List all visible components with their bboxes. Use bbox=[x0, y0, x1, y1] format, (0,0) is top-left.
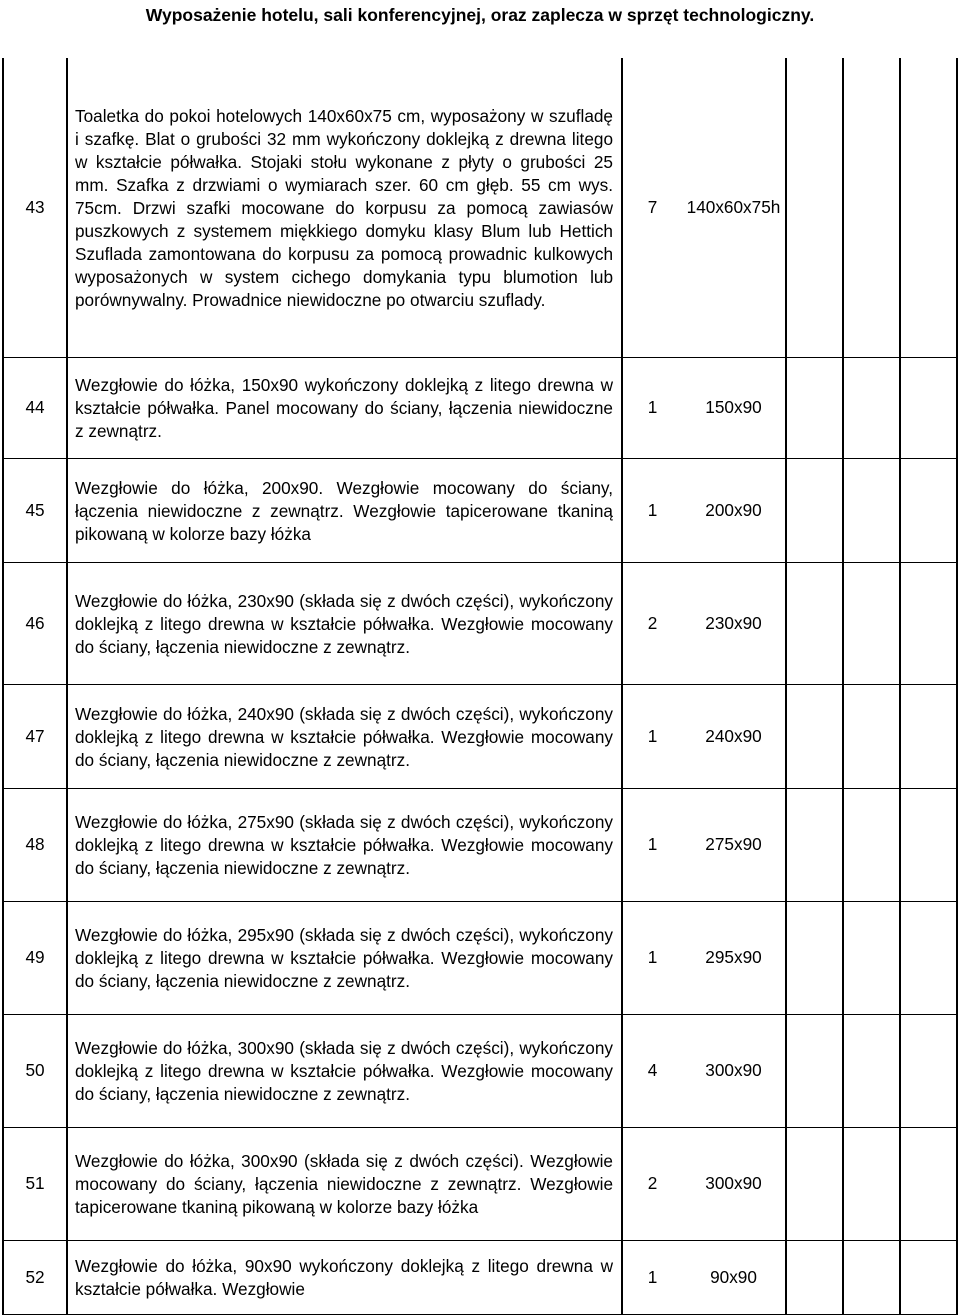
row-number: 44 bbox=[3, 357, 67, 458]
empty-cell bbox=[900, 562, 957, 684]
empty-cell bbox=[900, 684, 957, 788]
item-quantity: 4 bbox=[622, 1014, 682, 1127]
table-row bbox=[3, 458, 957, 562]
item-quantity: 1 bbox=[622, 684, 682, 788]
empty-cell bbox=[900, 458, 957, 562]
table-row bbox=[3, 901, 957, 1014]
item-description: Wezgłowie do łóżka, 90x90 wykończony doklejką z litego drewna w kształcie półwałka. Wezgłowie bbox=[67, 1240, 622, 1314]
row-number: 49 bbox=[3, 901, 67, 1014]
table-row bbox=[3, 562, 957, 684]
empty-cell bbox=[786, 58, 843, 357]
empty-cell bbox=[843, 684, 900, 788]
item-dimensions: 300x90 bbox=[682, 1014, 786, 1127]
row-number: 46 bbox=[3, 562, 67, 684]
empty-cell bbox=[843, 788, 900, 901]
table-row bbox=[3, 788, 957, 901]
item-quantity: 1 bbox=[622, 357, 682, 458]
empty-cell bbox=[786, 1127, 843, 1240]
item-quantity: 2 bbox=[622, 562, 682, 684]
row-number: 50 bbox=[3, 1014, 67, 1127]
equipment-table bbox=[2, 58, 958, 1315]
item-dimensions: 240x90 bbox=[682, 684, 786, 788]
page-title: Wyposażenie hotelu, sali konferencyjnej, oraz zaplecza w sprzęt technologiczny. bbox=[145, 5, 815, 25]
empty-cell bbox=[900, 788, 957, 901]
row-number: 51 bbox=[3, 1127, 67, 1240]
row-number: 43 bbox=[3, 58, 67, 357]
table-row bbox=[3, 1240, 957, 1314]
item-description: Wezgłowie do łóżka, 300x90 (składa się z dwóch części), wykończony doklejką z litego drewna w kształcie półwałka. Wezgłowie mocowany do ściany, łączenia niewidoczne z zewnątrz. bbox=[67, 1014, 622, 1127]
empty-cell bbox=[900, 58, 957, 357]
empty-cell bbox=[843, 58, 900, 357]
table-row bbox=[3, 684, 957, 788]
empty-cell bbox=[843, 357, 900, 458]
item-quantity: 2 bbox=[622, 1127, 682, 1240]
empty-cell bbox=[843, 901, 900, 1014]
empty-cell bbox=[786, 1014, 843, 1127]
item-description: Wezgłowie do łóżka, 240x90 (składa się z dwóch części), wykończony doklejką z litego drewna w kształcie półwałka. Wezgłowie mocowany do ściany, łączenia niewidoczne z zewnątrz. bbox=[67, 684, 622, 788]
item-description: Wezgłowie do łóżka, 150x90 wykończony doklejką z litego drewna w kształcie półwałka. Panel mocowany do ściany, łączenia niewidoczne z zewnątrz. bbox=[67, 357, 622, 458]
empty-cell bbox=[900, 1014, 957, 1127]
row-number: 45 bbox=[3, 458, 67, 562]
item-dimensions: 90x90 bbox=[682, 1240, 786, 1314]
table-row bbox=[3, 58, 957, 357]
item-dimensions: 230x90 bbox=[682, 562, 786, 684]
empty-cell bbox=[786, 458, 843, 562]
item-dimensions: 200x90 bbox=[682, 458, 786, 562]
empty-cell bbox=[900, 357, 957, 458]
empty-cell bbox=[786, 1240, 843, 1314]
table-row bbox=[3, 357, 957, 458]
item-quantity: 7 bbox=[622, 58, 682, 357]
row-number: 47 bbox=[3, 684, 67, 788]
table-row bbox=[3, 1014, 957, 1127]
empty-cell bbox=[786, 901, 843, 1014]
empty-cell bbox=[843, 1127, 900, 1240]
empty-cell bbox=[900, 1127, 957, 1240]
item-quantity: 1 bbox=[622, 788, 682, 901]
item-dimensions: 150x90 bbox=[682, 357, 786, 458]
empty-cell bbox=[843, 562, 900, 684]
empty-cell bbox=[843, 1240, 900, 1314]
table-row bbox=[3, 1127, 957, 1240]
empty-cell bbox=[843, 458, 900, 562]
item-description: Wezgłowie do łóżka, 200x90. Wezgłowie mocowany do ściany, łączenia niewidoczne z zewnątrz. Wezgłowie tapicerowane tkaniną pikowaną w kolorze bazy łóżka bbox=[67, 458, 622, 562]
row-number: 52 bbox=[3, 1240, 67, 1314]
empty-cell bbox=[900, 901, 957, 1014]
row-number: 48 bbox=[3, 788, 67, 901]
empty-cell bbox=[786, 788, 843, 901]
item-description: Toaletka do pokoi hotelowych 140x60x75 cm, wyposażony w szufladę i szafkę. Blat o grubości 32 mm wykończony doklejką z drewna litego w kształcie półwałka. Stojaki stołu wykonane z płyty o grubości 25 mm. Szafka z drzwiami o wymiarach szer. 60 cm głęb. 55 cm wys. 75cm. Drzwi szafki mocowane do korpusu za pomocą zawiasów puszkowych z systemem miękkiego domyku klasy Blum lub Hettich Szuflada zamontowana do korpusu za pomocą prowadnic kulkowych wyposażonych w system cichego domykania typu blumotion lub porównywalny. Prowadnice niewidoczne po otwarciu szuflady. bbox=[67, 58, 622, 357]
item-quantity: 1 bbox=[622, 901, 682, 1014]
item-description: Wezgłowie do łóżka, 275x90 (składa się z dwóch części), wykończony doklejką z litego drewna w kształcie półwałka. Wezgłowie mocowany do ściany, łączenia niewidoczne z zewnątrz. bbox=[67, 788, 622, 901]
empty-cell bbox=[786, 684, 843, 788]
item-quantity: 1 bbox=[622, 1240, 682, 1314]
item-dimensions: 300x90 bbox=[682, 1127, 786, 1240]
item-description: Wezgłowie do łóżka, 300x90 (składa się z dwóch części). Wezgłowie mocowany do ściany, łączenia niewidoczne z zewnątrz. Wezgłowie tapicerowane tkaniną pikowaną w kolorze bazy łóżka bbox=[67, 1127, 622, 1240]
item-dimensions: 140x60x75h bbox=[682, 58, 786, 357]
item-description: Wezgłowie do łóżka, 295x90 (składa się z dwóch części), wykończony doklejką z litego drewna w kształcie półwałka. Wezgłowie mocowany do ściany, łączenia niewidoczne z zewnątrz. bbox=[67, 901, 622, 1014]
empty-cell bbox=[843, 1014, 900, 1127]
item-quantity: 1 bbox=[622, 458, 682, 562]
empty-cell bbox=[786, 357, 843, 458]
empty-cell bbox=[900, 1240, 957, 1314]
item-description: Wezgłowie do łóżka, 230x90 (składa się z dwóch części), wykończony doklejką z litego drewna w kształcie półwałka. Wezgłowie mocowany do ściany, łączenia niewidoczne z zewnątrz. bbox=[67, 562, 622, 684]
empty-cell bbox=[786, 562, 843, 684]
item-dimensions: 295x90 bbox=[682, 901, 786, 1014]
item-dimensions: 275x90 bbox=[682, 788, 786, 901]
